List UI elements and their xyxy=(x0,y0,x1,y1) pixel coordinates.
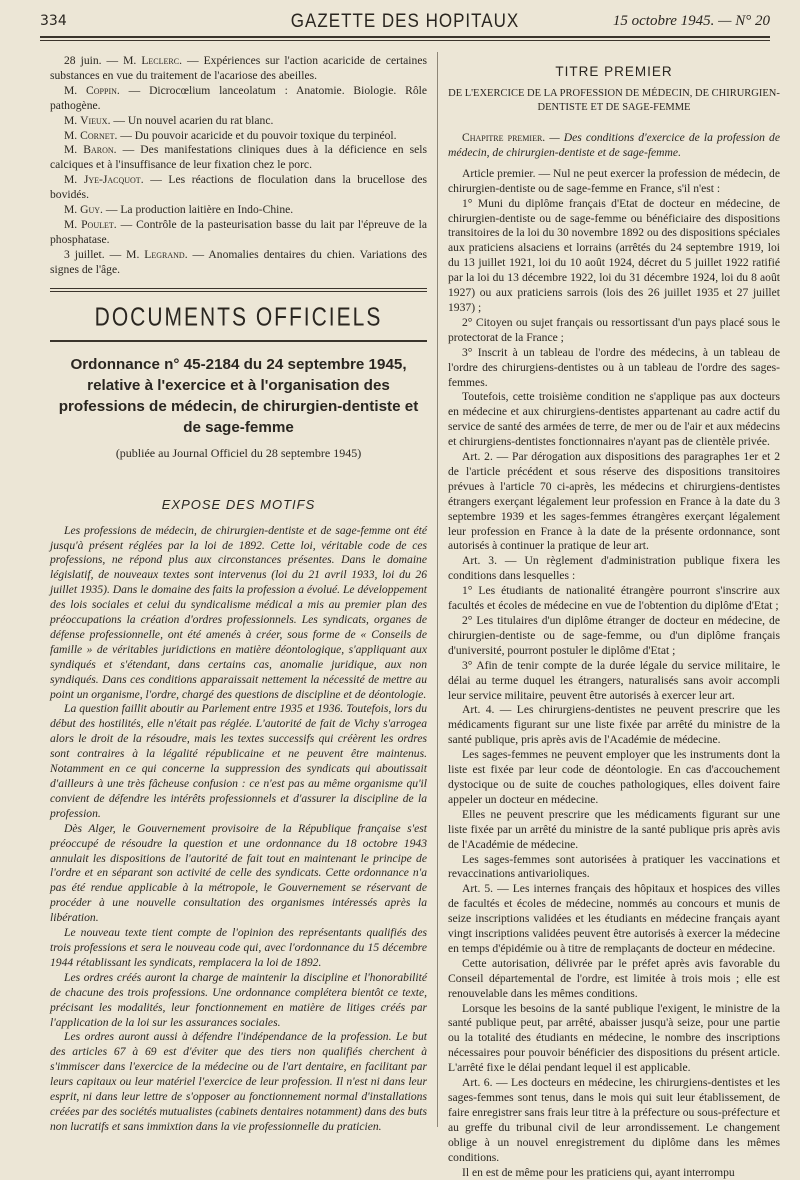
articles-body xyxy=(448,167,780,1180)
author-name: Baron. xyxy=(83,143,117,157)
issue-date: 15 octobre 1945. — N° 20 xyxy=(612,13,770,29)
article-paragraph: Les sages-femmes ne peuvent employer que les instruments dont la liste est fixée par leur code de déontologie. En cas d'accouchement dystocique ou de suite de couches pathologiques, elles doivent faire appeler un docteur en médecine. xyxy=(448,748,780,806)
article-paragraph: Art. 3. — Un règlement d'administration publique fixera les conditions dans lesquelles : xyxy=(448,554,780,583)
article-paragraph: Les sages-femmes sont autorisées à pratiquer les vaccinations et revaccinations antivarioliques. xyxy=(448,852,780,881)
right-column xyxy=(448,54,780,1179)
page-number: 334 xyxy=(40,13,67,29)
chapter-heading xyxy=(448,131,780,161)
publication-note: (publiée au Journal Officiel du 28 septembre 1945) xyxy=(115,445,362,460)
article-paragraph: 2° Citoyen ou sujet français ou ressortissant d'un pays placé sous le protectorat de la France ; xyxy=(448,315,780,344)
communication-entry xyxy=(50,173,427,203)
entry-lead: M. xyxy=(64,143,84,157)
entry-lead: M. xyxy=(64,128,81,142)
entry-text: — Contrôle de la pasteurisation basse du lait par l'épreuve de la phosphatase. xyxy=(50,217,427,246)
left-column xyxy=(50,54,427,1134)
chapter-text: — Des conditions d'exercice de la profession de médecin, de chirurgien-dentiste et de sage-femme. xyxy=(448,131,780,159)
ordinance-title: Ordonnance n° 45-2184 du 24 septembre 1945, relative à l'exercice et à l'organisation des professions de médecin, de chirurgien-dentiste et de sage-femme xyxy=(58,355,419,436)
journal-title: GAZETTE DES HOPITAUX xyxy=(290,9,520,32)
expose-paragraph: Les ordres créés auront la charge de maintenir la discipline et l'honorabilité de chacune des trois professions. Une ordonnance complétera bientôt ce texte, précisant les modalités, leur fonctionnement en matière de litiges créés par l'application de la loi sur les assurances sociales. xyxy=(50,970,427,1029)
article-paragraph: 1° Muni du diplôme français d'Etat de docteur en médecine, de chirurgien-dentiste ou de sage-femme ou bénéficiaire des dispositions transitoires de la loi du 30 novembre 1892 ou des dispositions spéciales aux praticiens alsaciens et lorrains (arrêtés du 24 septembre 1919, loi du 13 juillet 1921, loi du 10 août 1924, décret du 5 juillet 1922 ratifié par la loi du 13 décembre 1922, loi du 31 décembre 1924, loi du 8 août 1927) ou aux praticiens sarrois (lois des 26 juillet 1935 et 27 juillet 1937) ; xyxy=(448,196,780,314)
section-rule-top xyxy=(50,288,427,289)
titre-subheading: DE L'EXERCICE DE LA PROFESSION DE MÉDECIN, DE CHIRURGIEN-DENTISTE ET DE SAGE-FEMME xyxy=(448,88,780,113)
expose-paragraph: Les ordres auront aussi à défendre l'indépendance de la profession. Le but des articles 67 à 69 est d'éviter que des tiers non qualifiés cherchent à s'immiscer dans l'exercice de la médecine ou de l'art dentaire, en facilitant par leurs capitaux ou leur matériel l'exercice de leur profession. Il n'est ni dans leur esprit, ni dans leur lettre de s'opposer au fonctionnement normal d'installations créées par des sociétés mutualistes (cabinets dentaires notamment) dans des buts non lucratifs et sans immixtion dans la vie professionnelle du praticien. xyxy=(50,1030,427,1133)
communications-list xyxy=(50,54,427,278)
entry-text: — Dicrocœlium lanceolatum : Anatomie. Biologie. Rôle pathogène. xyxy=(50,83,427,112)
communication-entry xyxy=(50,84,427,114)
author-name: Vieux. xyxy=(80,113,111,127)
communication-entry xyxy=(50,218,427,248)
entry-lead: M. xyxy=(64,203,81,217)
communication-entry xyxy=(50,203,427,218)
running-header xyxy=(40,9,770,34)
article-paragraph: Art. 4. — Les chirurgiens-dentistes ne peuvent prescrire que les médicaments figurant sur une liste fixée par arrêté du ministre de la santé publique, pris après avis de l'Académie de médecine. xyxy=(448,703,780,747)
author-name: Legrand. xyxy=(144,247,188,261)
entry-text: — La production laitière en Indo-Chine. xyxy=(102,203,294,217)
section-rule-bottom xyxy=(50,340,427,342)
article-paragraph: Art. 6. — Les docteurs en médecine, les chirurgiens-dentistes et les sages-femmes sont tenus, dans le mois qui suit leur établissement, de faire enregistrer sans frais leur titre à la préfecture ou sous-préfecture et au greffe du tribunal civil de leur arrondissement. Le changement oblige à un nouvel enregistrement du diplôme dans les mêmes conditions. xyxy=(448,1076,780,1164)
communication-entry xyxy=(50,248,427,278)
entry-text: — Des manifestations cliniques dues à la déficience en sels calciques et à l'insuffisance de leur fixation chez le porc. xyxy=(50,143,428,172)
entry-lead: 3 juillet. — M. xyxy=(64,247,145,261)
author-name: Jye-Jacquot. xyxy=(83,173,144,187)
entry-lead: M. xyxy=(64,83,87,97)
communication-entry xyxy=(50,114,427,129)
expose-title: EXPOSE DES MOTIFS xyxy=(161,496,316,512)
entry-text: — Les réactions de floculation dans la brucellose des bovidés. xyxy=(50,173,428,202)
expose-paragraph: La question faillit aboutir au Parlement entre 1935 et 1936. Toutefois, lors du début des hostilités, elle n'était pas réglée. L'autorité de fait de Vichy s'arrogea alors le droit de la résoudre, mais les textes successifs qui créèrent les ordres sont contraires à la légalité républicaine et ne peuvent être maintenus. Notamment en ce qui concerne la suppression des syndicats qui aboutissait d'ailleurs à une très fâcheuse confusion : ce n'est pas au même organisme qu'il convient de défendre les intérêts professionnels et d'assurer la discipline de la profession. xyxy=(50,702,427,820)
article-paragraph: Lorsque les besoins de la santé publique l'exigent, le ministre de la santé publique peut, par arrêté, abaisser jusqu'à seize, pour une partie ou la totalité des étudiants en médecine, le nombre des inscriptions nécessaires pour pouvoir bénéficier des dispositions du présent article. L'arrêté fixe le délai pendant lequel il est applicable. xyxy=(448,1001,780,1075)
expose-paragraph: Le nouveau texte tient compte de l'opinion des représentants qualifiés des trois professions et sera le nouveau code qui, avec l'ordonnance du 15 décembre 1944 rétablissant les syndicats, remplacera la loi de 1892. xyxy=(50,926,427,969)
author-name: Leclerc. xyxy=(141,54,182,67)
article-paragraph: Cette autorisation, délivrée par le préfet après avis favorable du Conseil départemental de l'ordre, est limitée à trois mois ; elle est renouvelable dans les mêmes conditions. xyxy=(448,956,780,1000)
article-paragraph: Elles ne peuvent prescrire que les médicaments figurant sur une liste fixée par un arrêté du ministre de la santé publique pris après avis de l'Académie de médecine. xyxy=(448,807,780,851)
article-paragraph: 3° Inscrit à un tableau de l'ordre des médecins, à un tableau de l'ordre des chirurgiens-dentistes ou à un tableau de l'ordre des sages-femmes. xyxy=(448,345,780,389)
author-name: Guy. xyxy=(80,203,103,217)
header-rule xyxy=(40,36,770,38)
article-paragraph: Toutefois, cette troisième condition ne s'applique pas aux docteurs en médecine et aux chirurgiens-dentistes appartenant au cadre actif du service de santé des armées de terre, de mer ou de l'air et aux médecins et chirurgiens-dentistes fonctionnaires n'ayant pas de clientèle privée. xyxy=(448,390,780,449)
article-paragraph: Art. 5. — Les internes français des hôpitaux et hospices des villes de facultés et écoles de médecine, nommés au concours et munis de seize inscriptions validées et les étudiants en médecine français ayant vingt inscriptions validées peuvent être autorisés à exercer la médecine en temps d'épidémie ou à titre de remplaçants de docteur en médecine. xyxy=(448,882,780,955)
entry-text: — Un nouvel acarien du rat blanc. xyxy=(110,113,274,127)
entry-text: — Expériences sur l'action acaricide de certaines substances en vue du traitement de l'acariose des abeilles. xyxy=(50,54,427,82)
communication-entry xyxy=(50,143,427,173)
article-paragraph: Il en est de même pour les praticiens qui, ayant interrompu xyxy=(462,1165,735,1179)
article-paragraph: 1° Les étudiants de nationalité étrangère pourront s'inscrire aux facultés et écoles de médecine en vue de l'obtention du diplôme d'Etat ; xyxy=(448,584,780,613)
communication-entry xyxy=(50,54,427,84)
section-rule-top-thin xyxy=(50,291,427,292)
expose-paragraph: Dès Alger, le Gouvernement provisoire de la République française s'est préoccupé de résoudre la question et une ordonnance du 18 octobre 1943 annulait les dispositions de l'autorité de fait tout en maintenant le principe de l'ordre et en séparant son activité de celle des syndicats. Cette ordonnance n'a pas été rendue applicable à la métropole, le Gouvernement se réservant de procéder à une nouvelle consultation des organismes intéressés après la libération. xyxy=(50,821,427,925)
titre-heading: TITRE PREMIER xyxy=(555,64,673,79)
author-name: Coppin. xyxy=(86,83,120,97)
article-paragraph: 2° Les titulaires d'un diplôme étranger de docteur en médecine, de chirurgien-dentiste ou de sage-femme, ou d'un diplôme français d'université, pourront postuler le diplôme d'Etat ; xyxy=(448,614,780,657)
header-rule-thin xyxy=(40,40,770,41)
entry-lead: M. xyxy=(64,113,81,127)
article-paragraph: Art. 2. — Par dérogation aux dispositions des paragraphes 1er et 2 de l'article précédent et sous réserve des dispositions transitoires prévues à l'article 70 ci-après, les médecins et chirurgiens-dentistes étrangers exerçant légalement leur profession en France à la date du 3 septembre 1939 et les sages-femmes étrangères exerçant légalement leur profession en France à la date de la présente ordonnance, sont autorisés à continuer la pratique de leur art. xyxy=(448,450,780,553)
entry-text: — Du pouvoir acaricide et du pouvoir toxique du terpinéol. xyxy=(117,128,397,142)
entry-lead: M. xyxy=(64,217,82,231)
column-separator xyxy=(437,52,438,1127)
expose-paragraph: Les professions de médecin, de chirurgien-dentiste et de sage-femme ont été jusqu'à présent réglées par la loi de 1892. Cette loi, véritable code de ces professions, ne répond plus aux circonstances présentes. Dans le domaine législatif, de nouveaux textes sont intervenus (loi du 21 avril 1933, loi du 26 juillet 1935). Dans le domaine des faits la profession a évolué. Le développement des lois sociales et celui du syndicalisme médical a mis au premier plan des préoccupations la création d'ordres professionnels. Les syndicats, organes de défense professionnelle, ont été amenés à créer, sous forme de « Conseils de famille » de véritables juridictions en matière déontologique, s'appliquant aux syndiqués et s'étendant, dans certains cas, anomalie juridique, aux non syndiqués. Dans ces conditions apparaissait nettement la nécessité de mettre au point un organisme, l'ordre, chargé des questions de discipline et de déontologie. xyxy=(50,523,427,701)
article-paragraph: 3° Afin de tenir compte de la durée légale du service militaire, le délai au terme duquel les étrangers, naturalisés sans avoir accompli leur service militaire, peuvent être autorisés à exercer leur art. xyxy=(448,658,780,702)
author-name: Cornet. xyxy=(80,128,118,142)
article-paragraph: Article premier. — Nul ne peut exercer la profession de médecin, de chirurgien-dentiste ou de sage-femme en France, s'il n'est : xyxy=(448,166,780,195)
entry-text: — Anomalies dentaires du chien. Variations des signes de l'âge. xyxy=(50,247,428,276)
author-name: Poulet. xyxy=(81,217,117,231)
entry-lead: M. xyxy=(64,173,84,187)
communication-entry xyxy=(50,129,427,144)
entry-lead: 28 juin. — M. xyxy=(64,54,142,67)
section-title: DOCUMENTS OFFICIELS xyxy=(94,302,383,332)
chapter-label: Chapitre premier. xyxy=(462,131,546,144)
expose-body xyxy=(50,524,427,1135)
